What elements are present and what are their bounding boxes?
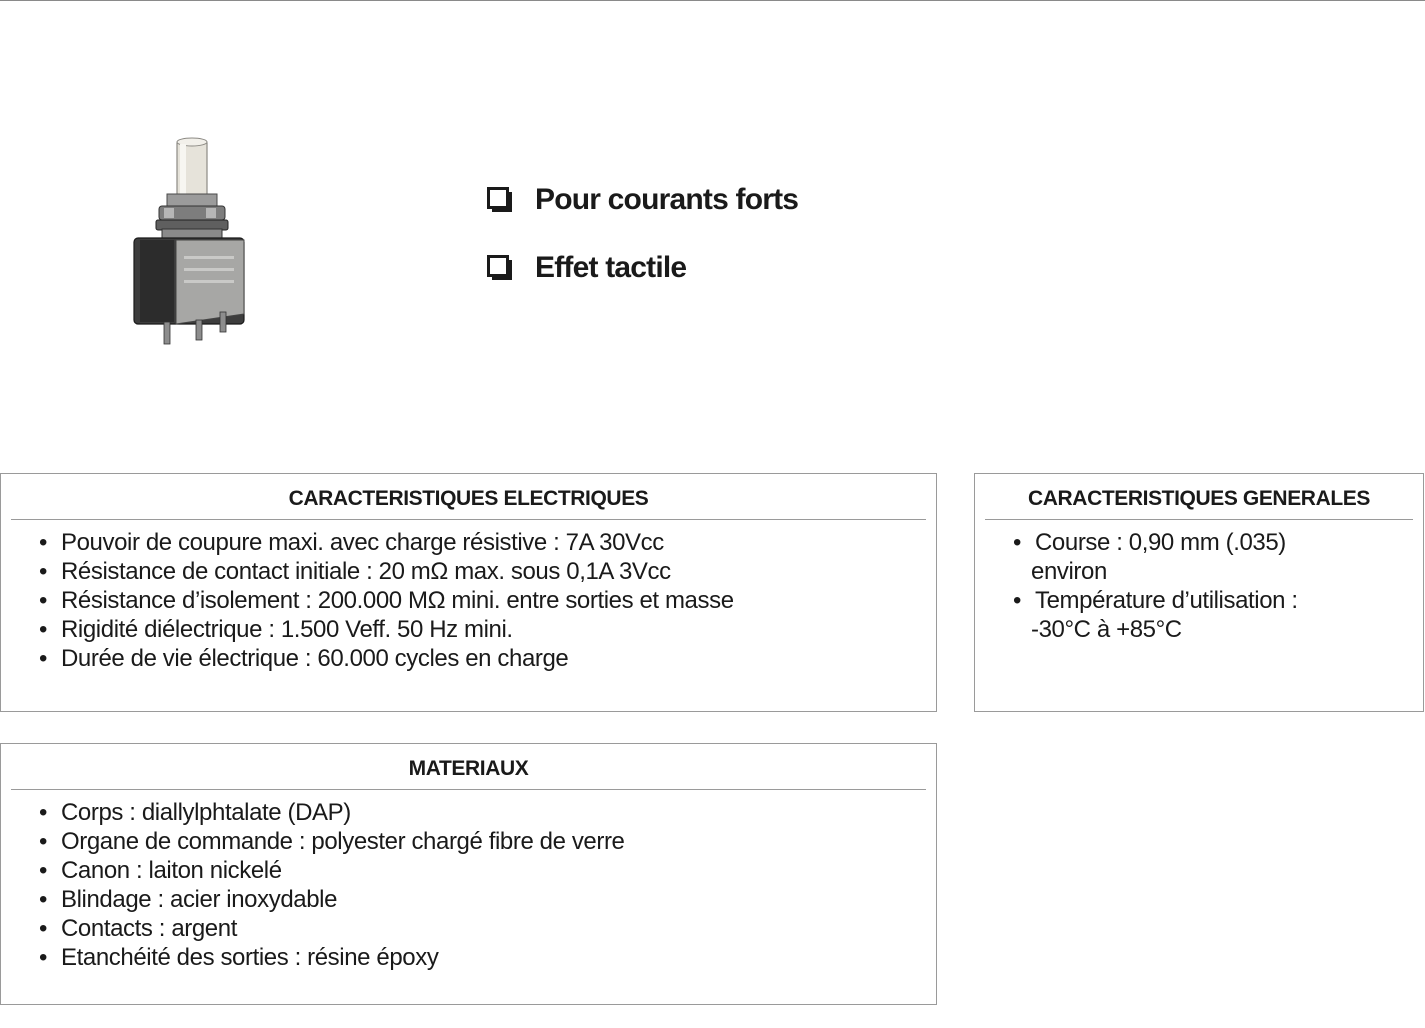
spec-item <box>1 557 936 586</box>
spec-item <box>1 827 936 856</box>
spec-text: environ <box>1031 558 1107 585</box>
bullet: • <box>39 828 48 855</box>
spec-text: Etanchéité des sorties : résine époxy <box>61 944 439 971</box>
bullet: • <box>39 915 48 942</box>
bullet: • <box>39 616 48 643</box>
spec-item-continuation <box>975 615 1361 644</box>
spec-text: Course : 0,90 mm (.035) <box>1035 529 1286 556</box>
bullet: • <box>39 529 48 556</box>
push-button-switch-photo <box>120 128 270 358</box>
bullet: • <box>39 558 48 585</box>
spec-text: Résistance d’isolement : 200.000 MΩ mini. entre sorties et masse <box>61 587 734 614</box>
electrical-characteristics-panel <box>0 473 937 712</box>
bullet: • <box>39 645 48 672</box>
checkbox-icon <box>487 187 513 213</box>
feature-item <box>487 246 798 290</box>
spec-item <box>1 644 936 673</box>
general-characteristics-panel <box>974 473 1424 712</box>
checkbox-icon <box>487 255 513 281</box>
spec-list <box>975 528 1423 644</box>
spec-text: Durée de vie électrique : 60.000 cycles en charge <box>61 645 569 672</box>
spec-text: Corps : diallylphtalate (DAP) <box>61 799 351 826</box>
spec-item <box>1 798 936 827</box>
panel-title: MATERIAUX <box>11 756 926 790</box>
bullet: • <box>39 799 48 826</box>
materials-panel <box>0 743 937 1005</box>
spec-item <box>1 914 936 943</box>
spec-list <box>1 798 936 972</box>
panel-title: CARACTERISTIQUES ELECTRIQUES <box>11 486 926 520</box>
feature-list <box>487 178 798 314</box>
spec-item <box>1 586 936 615</box>
spec-list <box>1 528 936 673</box>
spec-item <box>1 943 936 972</box>
bullet: • <box>39 587 48 614</box>
bullet: • <box>1013 587 1022 614</box>
spec-text: Blindage : acier inoxydable <box>61 886 338 913</box>
feature-label: Effet tactile <box>535 251 687 284</box>
bullet: • <box>39 857 48 884</box>
spec-text: Organe de commande : polyester chargé fibre de verre <box>61 828 625 855</box>
spec-item <box>1 615 936 644</box>
spec-text: Canon : laiton nickelé <box>61 857 282 884</box>
spec-item <box>975 586 1365 615</box>
top-divider <box>0 0 1425 1</box>
feature-item <box>487 178 798 222</box>
feature-label: Pour courants forts <box>535 183 799 216</box>
spec-item <box>1 528 936 557</box>
spec-item <box>975 528 1365 557</box>
spec-text: Rigidité diélectrique : 1.500 Veff. 50 Hz mini. <box>61 616 513 643</box>
spec-text: Contacts : argent <box>61 915 237 942</box>
spec-item-continuation <box>975 557 1361 586</box>
spec-text: Température d’utilisation : <box>1035 587 1298 614</box>
bullet: • <box>1013 529 1022 556</box>
spec-text: -30°C à +85°C <box>1031 616 1182 643</box>
spec-item <box>1 856 936 885</box>
bullet: • <box>39 944 48 971</box>
bullet: • <box>39 886 48 913</box>
spec-text: Pouvoir de coupure maxi. avec charge résistive : 7A 30Vcc <box>61 529 664 556</box>
spec-item <box>1 885 936 914</box>
panel-title: CARACTERISTIQUES GENERALES <box>985 486 1413 520</box>
spec-text: Résistance de contact initiale : 20 mΩ max. sous 0,1A 3Vcc <box>61 558 671 585</box>
